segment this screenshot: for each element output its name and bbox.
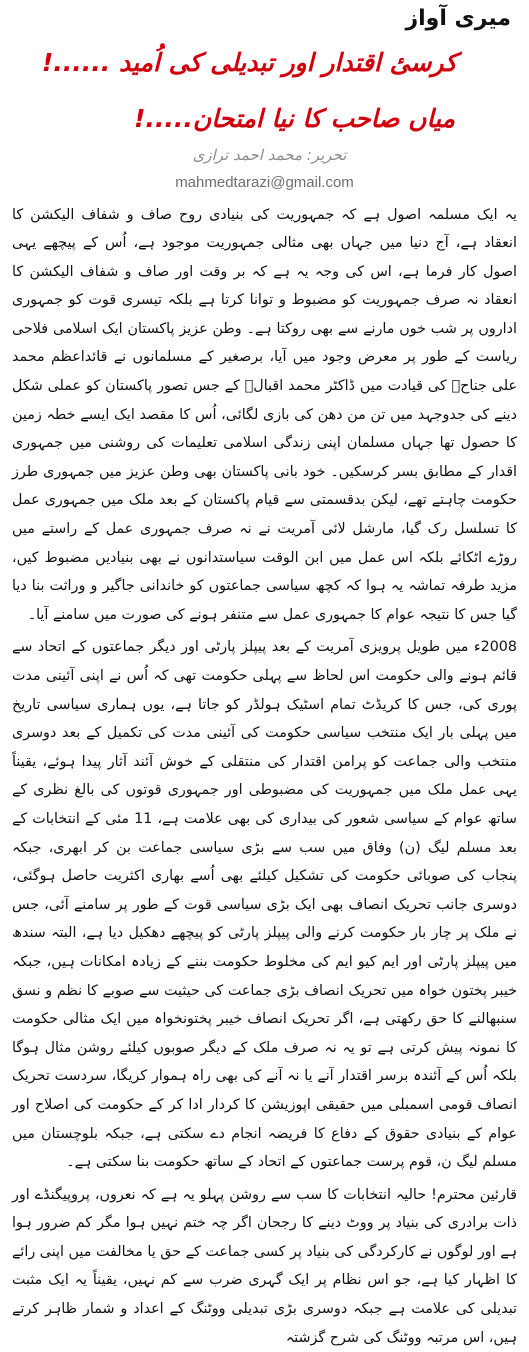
article-body xyxy=(12,201,517,1352)
headline-primary: کرسیٔ اقتدار اور تبدیلی کی اُمید ......! xyxy=(12,46,517,80)
headline-secondary: میاں صاحب کا نیا امتحان.....! xyxy=(12,102,517,136)
paragraph-1: یہ ایک مسلمہ اصول ہے کہ جمہوریت کی بنیادی روح صاف و شفاف الیکشن کا انعقاد ہے، آج دنیا میں جہاں بھی مثالی جمہوریت موجود ہے، اُس کے پیچھے یہی اصول کار فرما ہے، اس کی وجہ یہ ہے کہ بر وقت اور صاف و شفاف الیکشن کا انعقاد نہ صرف جمہوریت کو مضبوط و توانا کرتا ہے بلکہ تیسری قوت کو جمہوری اداروں پر شب خوں مارنے سے بھی روکتا ہے۔ وطن عزیز پاکستان ایک اسلامی فلاحی ریاست کے طور پر معرض وجود میں آیا، برصغیر کے مسلمانوں نے قائداعظم محمد علی جناحؒ کی قیادت میں ڈاکٹر محمد اقبالؒ کے جس تصور پاکستان کو عملی شکل دینے کی جدوجہد میں تن من دھن کی بازی لگائی، اُس کا مقصد ایک ایسے خطہ زمین کا حصول تھا جہاں مسلمان اپنی زندگی اسلامی تعلیمات کی روشنی میں جمہوری اقدار کے مطابق بسر کرسکیں۔ خود بانی پاکستان بھی وطن عزیز میں جمہوری طرز حکومت چاہتے تھے، لیکن بدقسمتی سے قیام پاکستان کے بعد ملک میں جمہوری عمل کا تسلسل رک گیا، مارشل لائی آمریت نے نہ صرف جمہوری عمل کے راستے میں روڑے اٹکائے بلکہ اس عمل میں ابن الوقت سیاستدانوں نے بھی بنیادیں مضبوط کیں، مزید طرفہ تماشہ یہ ہوا کہ کچھ سیاسی جماعتوں کو خاندانی جاگیر و وراثت بنا دیا گیا جس کا نتیجہ عوام کا جمہوری عمل سے متنفر ہونے کی صورت میں سامنے آیا۔ xyxy=(12,201,517,630)
author-email: mahmedtarazi@gmail.com xyxy=(12,174,517,191)
author-byline: تحریر: محمد احمد ترازی xyxy=(12,146,517,164)
paragraph-2: 2008ء میں طویل پرویزی آمریت کے بعد پیپلز پارٹی اور دیگر جماعتوں کے اتحاد سے قائم ہونے والی حکومت اس لحاظ سے پہلی حکومت تھی کہ اُس نے اپنی آئینی مدت پوری کی، جس کا کریڈٹ تمام اسٹیک ہولڈر کو جاتا ہے، یوں ہماری سیاسی تاریخ میں پہلی بار ایک منتخب سیاسی حکومت کی آئینی مدت کی تکمیل کے بعد دوسری منتخب والی جماعت کو پرامن اقتدار کی منتقلی کے خوش آئند آثار پیدا ہوئے، یقیناً یہی عمل ملک میں جمہوریت کی مضبوطی اور جمہوری قوتوں کی بالغ نظری کے ساتھ عوام کے سیاسی شعور کی بیداری کی بھی علامت ہے، 11 مئی کے انتخابات کے بعد مسلم لیگ (ن) وفاق میں سب سے بڑی سیاسی جماعت بن کر ابھری، جبکہ پنجاب کی صوبائی حکومت کی تشکیل کیلئے بھی اُسے بھاری اکثریت حاصل ہوگئی، دوسری جانب تحریک انصاف بھی ایک بڑی سیاسی قوت کے طور پر سامنے آئی، جس نے ملک پر چار بار حکومت کرنے والی پیپلز پارٹی کو پیچھے دھکیل دیا ہے، البتہ سندھ میں پیپلز پارٹی اور ایم کیو ایم کی مخلوط حکومت بننے کے زیادہ امکانات ہیں، جبکہ خیبر پختون خواہ میں تحریک انصاف بڑی جماعت کی حیثیت سے صوبے کا نظم و نسق سنبھالنے کا حق رکھتی ہے، اگر تحریک انصاف خیبر پختونخواہ میں ایک مثالی حکومت کا نمونہ پیش کرتی ہے تو یہ نہ صرف ملک کے دیگر صوبوں کیلئے روشن مثال ہوگا بلکہ اُس کے آئندہ برسر اقتدار آنے یا نہ آنے کی بھی راہ ہموار کریگا، سردست تحریک انصاف قومی اسمبلی میں حقیقی اپوزیشن کا کردار ادا کر کے حکومت کی اصلاح اور عوام کے بنیادی حقوق کے دفاع کا فریضہ انجام دے سکتی ہے، جبکہ بلوچستان میں مسلم لیگ ن، قوم پرست جماعتوں کے اتحاد کے ساتھ حکومت بنا سکتی ہے۔ xyxy=(12,633,517,1176)
paragraph-3: قارئین محترم! حالیہ انتخابات کا سب سے روشن پہلو یہ ہے کہ نعروں، پروپیگنڈے اور ذات برادری کی بنیاد پر ووٹ دینے کا رجحان اگر چہ ختم نہیں ہوا مگر کم ضرور ہوا ہے اور لوگوں نے کارکردگی کی بنیاد پر کسی جماعت کے حق یا مخالفت میں اپنی رائے کا اظہار کیا ہے، جو اس نظام پر ایک گہری ضرب سے کم نہیں، یقیناً یہ ایک مثبت تبدیلی کی علامت ہے جبکہ دوسری بڑی تبدیلی ووٹنگ کے اعداد و شمار ظاہر کرتے ہیں، اس مرتبہ ووٹنگ کی شرح گزشتہ xyxy=(12,1181,517,1352)
column-name: میری آواز xyxy=(12,0,511,36)
